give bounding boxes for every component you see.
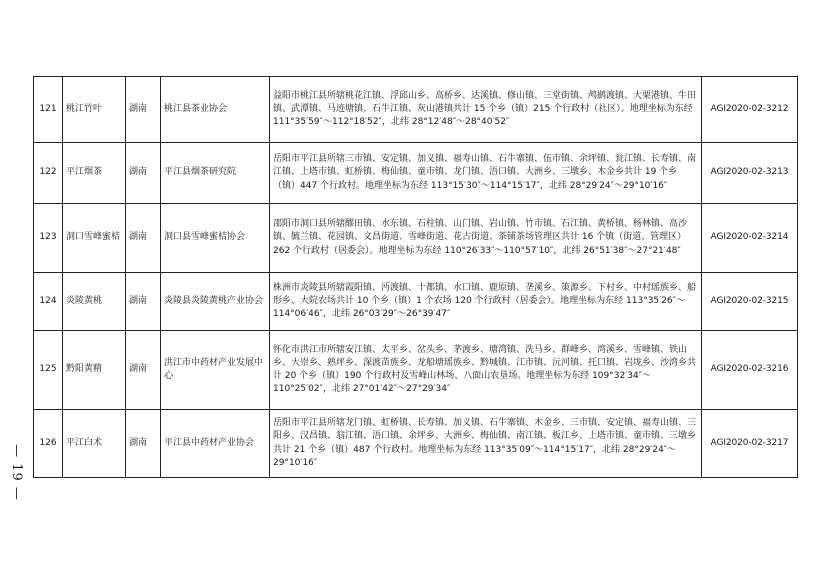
protection-scope: 岳阳市平江县所辖三市镇、安定镇、加义镇、福寿山镇、石牛寨镇、伍市镇、余坪镇、瓮江镇、长寿镇、南江镇、上塔市镇、虹桥镇、梅仙镇、童市镇、龙门镇、浯口镇、大洲乡、三墩乡、木金乡共计 19 个乡（镇）447 个行政村。地理坐标为东经 113°15′30″～114°15′17″，北纬 28°29′24″～29°10′16″: [270, 143, 702, 204]
protection-scope: 邵阳市洞口县所辖醪田镇、水东镇、石柱镇、山门镇、岩山镇、竹市镇、石江镇、黄桥镇、杨林镇、高沙镇、毓兰镇、花园镇、文昌街道、雪峰街道、花古街道、茶铺茶场管理区共计 16 个镇（街道、管理区）262 个行政村（居委会）。地理坐标为东经 110°26′33″～110°57′10″，北纬 26°51′38″～27°21′48″: [270, 204, 702, 273]
table-row: [34, 77, 798, 143]
row-number: 121: [34, 77, 63, 143]
row-number: 124: [34, 273, 63, 331]
row-number: 122: [34, 143, 63, 204]
product-name: 洞口雪峰蜜桔: [63, 204, 126, 273]
applicant-organization: 洪江市中药材产业发展中心: [161, 331, 270, 410]
page-number: [6, 443, 26, 501]
row-number: 125: [34, 331, 63, 410]
registration-number: AGI2020-02-3212: [702, 77, 798, 143]
product-name: 炎陵黄桃: [63, 273, 126, 331]
province: 湖南: [126, 410, 161, 478]
registration-number: AGI2020-02-3213: [702, 143, 798, 204]
applicant-organization: 平江县中药材产业协会: [161, 410, 270, 478]
applicant-organization: 平江县烟茶研究院: [161, 143, 270, 204]
province: 湖南: [126, 77, 161, 143]
page-number-text: — 19 —: [8, 443, 24, 501]
protection-scope: 怀化市洪江市所辖安江镇、太平乡、岔头乡、茅渡乡、塘湾镇、洗马乡、群峰乡、湾溪乡、雪峰镇、铁山乡、大崇乡、熟坪乡、深渡苗族乡、龙船塘瑶族乡、黔城镇、江市镇、沅河镇、托口镇、岩垅乡、沙湾乡共计 20 个乡（镇）190 个行政村及雪峰山林场、八面山农垦场。地理坐标为东经 109°32′34″～110°25′02″，北纬 27°01′42″～27°29′34″: [270, 331, 702, 410]
registration-number: AGI2020-02-3215: [702, 273, 798, 331]
applicant-organization: 桃江县茶业协会: [161, 77, 270, 143]
protection-scope: 株洲市炎陵县所辖霞阳镇、沔渡镇、十都镇、水口镇、鹿原镇、垄溪乡、策源乡、下村乡、中村瑶族乡、船形乡、大院农场共计 10 个乡（镇）1 个农场 120 个行政村（居委会）。地理坐标为东经 113°35′26″～114°06′46″，北纬 26°03′29″～26°39′47″: [270, 273, 702, 331]
product-name: 平江白术: [63, 410, 126, 478]
table-row: [34, 204, 798, 273]
product-name: 黔阳黄精: [63, 331, 126, 410]
province: 湖南: [126, 331, 161, 410]
province: 湖南: [126, 143, 161, 204]
province: 湖南: [126, 273, 161, 331]
registration-number: AGI2020-02-3214: [702, 204, 798, 273]
table-row: [34, 273, 798, 331]
protection-scope: 岳阳市平江县所辖龙门镇、虹桥镇、长寿镇、加义镇、石牛寨镇、木金乡、三市镇、安定镇、福寿山镇、三阳乡、汉昌镇、翁江镇、浯口镇、余坪乡、大洲乡、梅仙镇、南江镇、板江乡、上塔市镇、童市镇、三墩乡共计 21 个乡（镇）487 个行政村。地理坐标为东经 113°35′09″～114°15′17″，北纬 28°29′24″～29°10′16″: [270, 410, 702, 478]
applicant-organization: 洞口县雪峰蜜桔协会: [161, 204, 270, 273]
registration-number: AGI2020-02-3217: [702, 410, 798, 478]
registration-number: AGI2020-02-3216: [702, 331, 798, 410]
protection-scope: 益阳市桃江县所辖桃花江镇、浮邱山乡、高桥乡、达溪镇、修山镇、三堂街镇、鸬鹚渡镇、大栗港镇、牛田镇、武潭镇、马迹塘镇、石牛江镇、灰山港镇共计 15 个乡（镇）215 个行政村（社区）。地理坐标为东经 111°35′59″～112°18′52″，北纬 28°12′48″～28°40′52″: [270, 77, 702, 143]
row-number: 123: [34, 204, 63, 273]
gi-registry-table: [33, 76, 798, 478]
table-row: [34, 143, 798, 204]
table-row: [34, 410, 798, 478]
row-number: 126: [34, 410, 63, 478]
province: 湖南: [126, 204, 161, 273]
table-row: [34, 331, 798, 410]
product-name: 平江烟茶: [63, 143, 126, 204]
product-name: 桃江竹叶: [63, 77, 126, 143]
applicant-organization: 炎陵县炎陵黄桃产业协会: [161, 273, 270, 331]
